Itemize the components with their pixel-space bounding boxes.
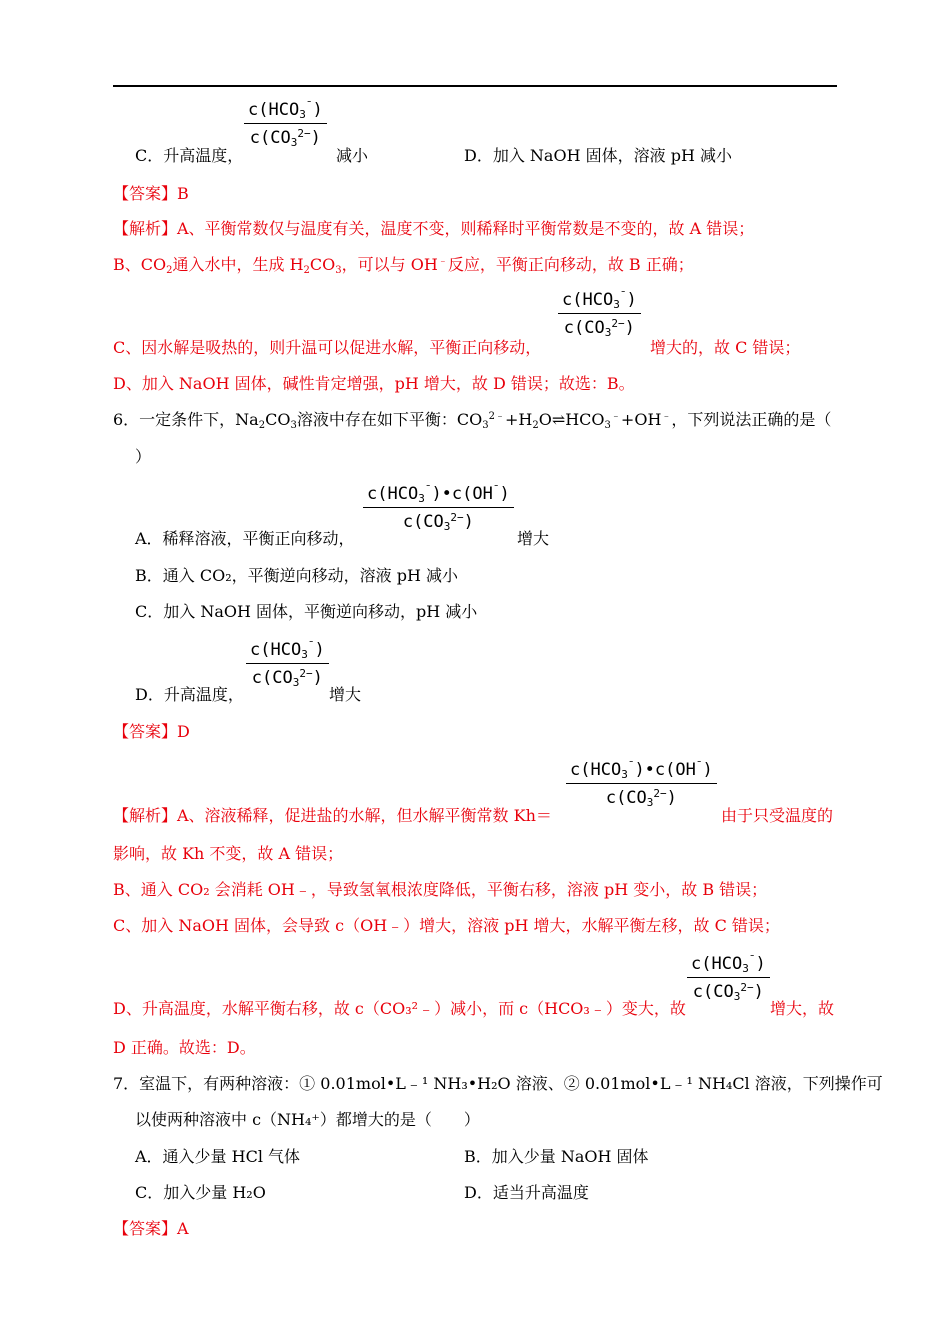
q5-answer: 【答案】B: [113, 184, 189, 203]
q6-analysis-b: B、通入 CO₂ 会消耗 OH﹣，导致氢氧根浓度降低，平衡右移，溶液 pH 变小，故 B 错误；: [113, 880, 768, 899]
q5-option-c-suffix: 减小: [336, 146, 369, 165]
q6-analysis-d-prefix: D、升高温度，水解平衡右移，故 c（CO₃²﹣）减小，而 c（HCO₃﹣）变大，故: [113, 999, 686, 1018]
q6-option-a-prefix: A．稀释溶液，平衡正向移动，: [135, 529, 355, 548]
q6-stem-close: ）: [135, 447, 152, 466]
q5-analysis-d: D、加入 NaOH 固体，碱性肯定增强，pH 增大，故 D 错误；故选：B。: [113, 374, 635, 393]
fraction-hco3-over-co3: $c(HCO_3^¯)$ $c(CO_3^{2-})$: [687, 954, 770, 1002]
q7-stem-line2: 以使两种溶液中 c（NH₄⁺）都增大的是（ ）: [135, 1110, 480, 1129]
fraction-hco3-over-co3: $c(HCO_3^¯)$ $c(CO_3^{2-})$: [244, 100, 327, 148]
q6-analysis-c: C、加入 NaOH 固体，会导致 c（OH﹣）增大，溶液 pH 增大，水解平衡左移，故 C 错误；: [113, 916, 780, 935]
q7-option-d: D．适当升高温度: [464, 1183, 589, 1202]
q7-answer: 【答案】A: [113, 1219, 189, 1238]
q5-option-c-prefix: C．升高温度，: [135, 146, 244, 165]
q6-analysis-d-suffix: 增大，故: [770, 999, 835, 1018]
q5-option-d: D．加入 NaOH 固体，溶液 pH 减小: [464, 146, 732, 165]
q6-analysis-a-prefix: 【解析】A、溶液稀释，促进盐的水解，但水解平衡常数 Kh＝: [113, 806, 552, 825]
q7-option-b: B．加入少量 NaOH 固体: [464, 1147, 649, 1166]
q5-analysis-b: B、$CO_2$通入水中，生成 $H_2CO_3$，可以与 OH﹣反应，平衡正向移动，故 B 正确；: [113, 255, 694, 276]
q5-analysis-c-suffix: 增大的，故 C 错误；: [650, 338, 801, 357]
q6-answer: 【答案】D: [113, 722, 190, 741]
q7-stem-line1: 7．室温下，有两种溶液：① 0.01mol•L﹣¹ NH₃•H₂O 溶液、② 0.01mol•L﹣¹ NH₄Cl 溶液，下列操作可: [113, 1074, 883, 1093]
q6-analysis-d-cont: D 正确。故选：D。: [113, 1038, 256, 1057]
fraction-hco3-over-co3: $c(HCO_3^¯)$ $c(CO_3^{2-})$: [246, 640, 329, 688]
header-rule: [113, 85, 837, 87]
q5-analysis-a: 【解析】A、平衡常数仅与温度有关，温度不变，则稀释时平衡常数是不变的，故 A 错误；: [113, 219, 755, 238]
q6-option-d-prefix: D．升高温度，: [135, 685, 244, 704]
q7-option-a: A．通入少量 HCl 气体: [135, 1147, 301, 1166]
q6-stem: 6．一定条件下，$Na_2CO_3$溶液中存在如下平衡：$CO_3^{2﹣}+H_2O\rightleftharpoons HCO_3^﹣+OH^﹣$，下列说法正确的是（: [113, 410, 832, 431]
fraction-hco3-over-co3: $c(HCO_3^¯)$ $c(CO_3^{2-})$: [558, 290, 641, 338]
fraction-kh: $c(HCO_3^¯)•c(OH^¯)$ $c(CO_3^{2-})$: [566, 760, 717, 808]
q5-analysis-c-prefix: C、因水解是吸热的，则升温可以促进水解，平衡正向移动，: [113, 338, 542, 357]
q6-option-b: B．通入 CO₂，平衡逆向移动，溶液 pH 减小: [135, 566, 458, 585]
q6-option-a-suffix: 增大: [517, 529, 550, 548]
q6-option-d-suffix: 增大: [329, 685, 362, 704]
q6-analysis-a-suffix: 由于只受温度的: [721, 806, 834, 825]
q6-analysis-a-cont: 影响，故 Kh 不变，故 A 错误；: [113, 844, 344, 863]
fraction-kh: $c(HCO_3^¯)•c(OH^¯)$ $c(CO_3^{2-})$: [363, 484, 514, 532]
q6-option-c: C．加入 NaOH 固体，平衡逆向移动，pH 减小: [135, 602, 478, 621]
q7-option-c: C．加入少量 H₂O: [135, 1183, 266, 1202]
